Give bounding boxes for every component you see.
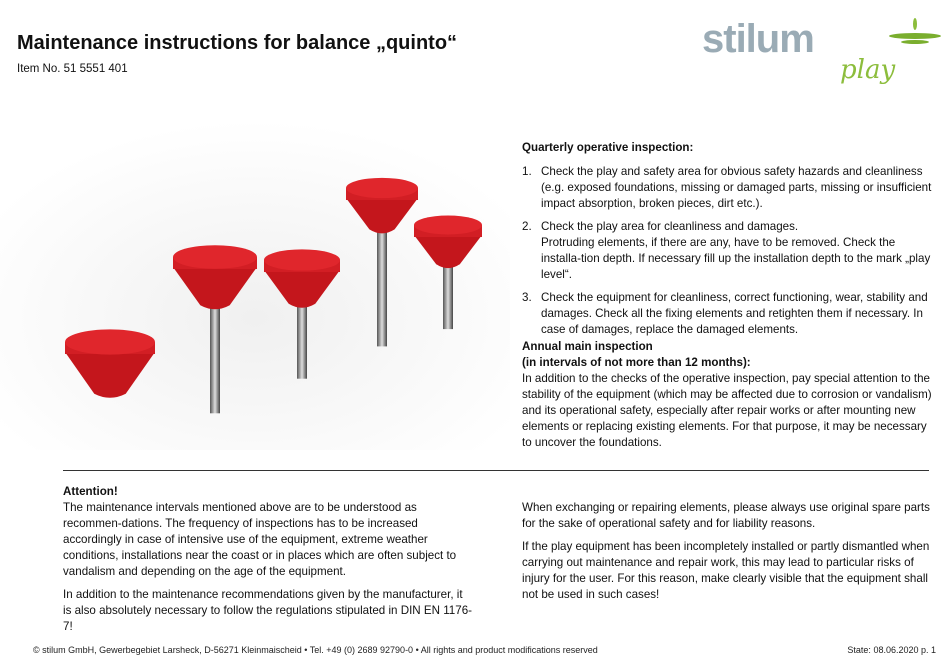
attention-section: [63, 484, 473, 642]
list-item: 1. Check the play and safety area for obvious safety hazards and cleanliness (e.g. exposed foundations, missing or damaged parts, missing or insufficient impact absorption, broken pieces, dirt etc.).: [522, 165, 932, 210]
attention-text: In addition to the maintenance recommendations given by the manufacturer, it is also absolutely necessary to follow the regulations stipulated in DIN EN 1176-7!: [63, 588, 473, 633]
svg-text:play: play: [840, 55, 896, 84]
spare-parts-text: When exchanging or repairing elements, please always use original spare parts for the sake of operational safety and for liability reasons.: [522, 501, 930, 530]
annual-section: [522, 339, 932, 451]
item-number: Item No. 51 5551 401: [17, 63, 128, 75]
annual-heading: Annual main inspection: [522, 340, 653, 353]
safety-text: If the play equipment has been incompletely installed or partly dismantled when carrying out maintenance and repair work, this may lead to particular risks of injury for the user. For this reason, make clearly visible that the equipment shall not be used in such cases!: [522, 540, 930, 601]
annual-text: In addition to the checks of the operative inspection, pay special attention to the stability of the equipment (which may be affected due to corrosion or vandalism) and its operational safety, especially after repair works or after mounting new elements or replacing existing elements. For that purpose, it may be necessary to uncover the foundations.: [522, 372, 932, 449]
spare-parts-section: [522, 500, 932, 610]
svg-text:stilum: stilum: [702, 17, 814, 61]
quarterly-heading: Quarterly operative inspection:: [522, 141, 694, 154]
attention-text: The maintenance intervals mentioned above are to be understood as recommen-dations. The frequency of inspections has to be increased accordingly in case of intensive use of the equipment, extreme weather conditions, installations near the coast or in places which are often subject to vandalism and depending on the age of the equipment.: [63, 501, 457, 578]
divider: [63, 470, 929, 471]
page-title: Maintenance instructions for balance „quinto“: [17, 32, 458, 54]
annual-subheading: (in intervals of not more than 12 months):: [522, 356, 751, 369]
attention-heading: Attention!: [63, 485, 118, 498]
product-image-balance-quinto: [0, 120, 510, 450]
footer-copyright: © stilum GmbH, Gewerbegebiet Larsheck, D-56271 Kleinmaischeid • Tel. +49 (0) 2689 92790-0 • All rights and product modifications reserved: [33, 645, 598, 655]
quarterly-section: [522, 140, 932, 345]
stilum-play-logo: [700, 14, 950, 84]
list-item: 2. Check the play area for cleanliness and damages. Protruding elements, if there are any, have to be removed. Check the installa-tion depth. If necessary fill up the installation depth to the mark „play level“.: [522, 220, 931, 281]
footer-state: State: 08.06.2020 p. 1: [847, 645, 936, 655]
list-item: 3. Check the equipment for cleanliness, correct functioning, wear, stability and damages. Check all the fixing elements and retighten them if necessary. In case of damages, replace the damaged elements.: [522, 291, 928, 336]
